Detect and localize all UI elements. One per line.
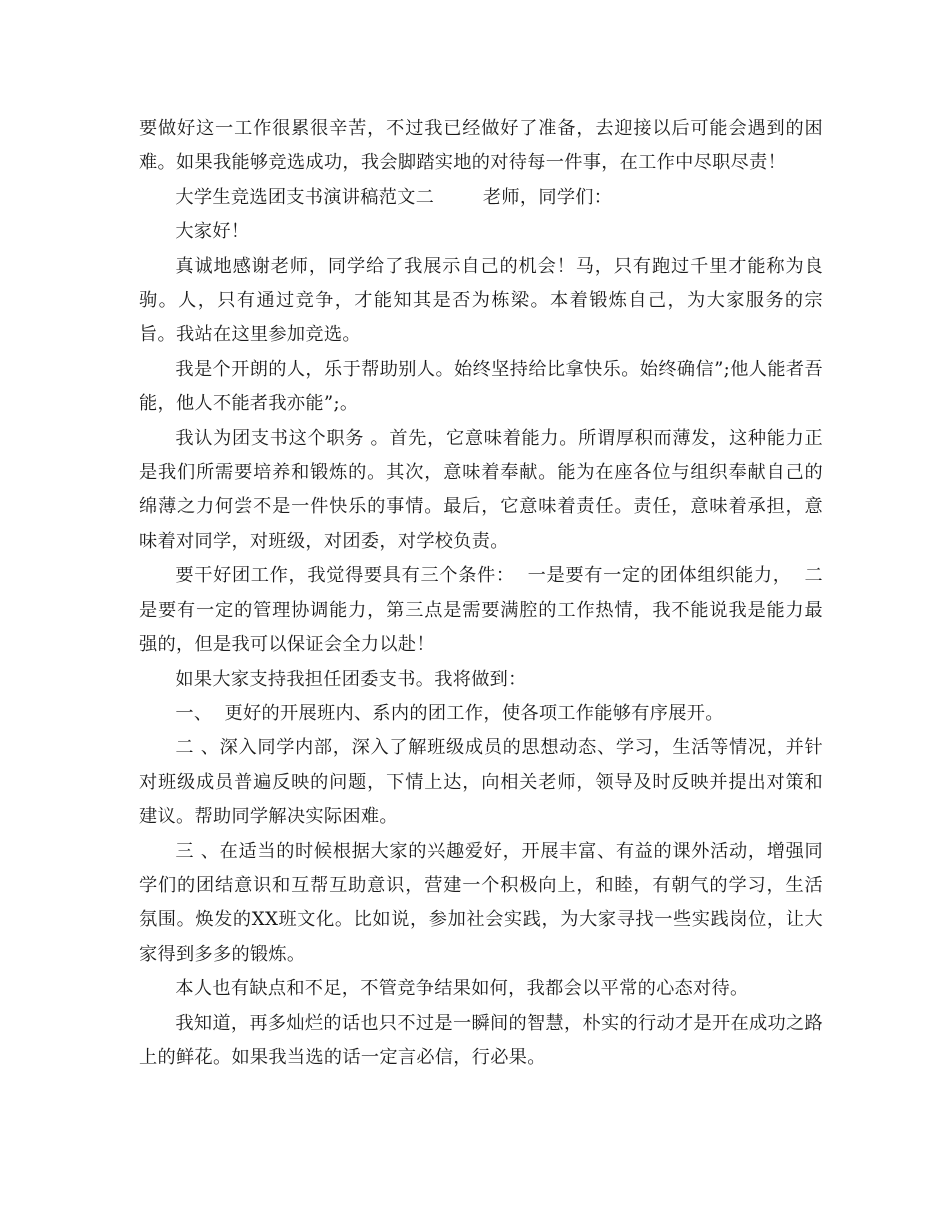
paragraph: 本人也有缺点和不足，不管竞争结果如何，我都会以平常的心态对待。 [175, 978, 749, 1000]
list-item-1: 一、 更好的开展班内、系内的团工作，使各项工作能够有序展开。 [175, 702, 724, 724]
paragraph: 要干好团工作，我觉得要具有三个条件： 一是要有一定的团体组织能力， 二是要有一定的管理协调能力，第三点是需要满腔的工作热情，我不能说我是能力最强的，但是我可以保证会全力以赴！ [139, 565, 823, 656]
paragraph: 我认为团支书这个职务 。首先，它意味着能力。所谓厚积而薄发，这种能力正是我们所需要培养和锻炼的。其次，意味着奉献。能为在座各位与组织奉献自己的绵薄之力何尝不是一件快乐的事情。最后，它意味着责任。责任，意味着承担，意味着对同学，对班级，对团委，对学校负责。 [139, 427, 823, 552]
paragraph: 真诚地感谢老师，同学给了我展示自己的机会！马，只有跑过千里才能称为良驹。人，只有通过竞争，才能知其是否为栋梁。本着锻炼自己，为大家服务的宗旨。我站在这里参加竞选。 [139, 255, 823, 346]
paragraph-closing: 我知道，再多灿烂的话也只不过是一瞬间的智慧，朴实的行动才是开在成功之路上的鲜花。如果我当选的话一定言必信，行必果。 [139, 1012, 823, 1068]
list-item-2: 二 、深入同学内部，深入了解班级成员的思想动态、学习，生活等情况，并针对班级成员普遍反映的问题，下情上达，向相关老师，领导及时反映并提出对策和建议。帮助同学解决实际困难。 [139, 737, 823, 828]
paragraph-section-heading: 大学生竞选团支书演讲稿范文二 老师，同学们： [175, 186, 613, 208]
paragraph-continuation: 要做好这一工作很累很辛苦，不过我已经做好了准备，去迎接以后可能会遇到的困难。如果我能够竞选成功，我会脚踏实地的对待每一件事，在工作中尽职尽责！ [139, 118, 823, 174]
paragraph-greeting: 大家好！ [175, 221, 250, 243]
paragraph: 我是个开朗的人，乐于帮助别人。始终坚持给比拿快乐。始终确信”;他人能者吾能，他人不能者我亦能”;。 [139, 358, 823, 415]
document-body [139, 112, 823, 1075]
paragraph: 如果大家支持我担任团委支书。我将做到： [175, 668, 527, 690]
list-item-3: 三 、在适当的时候根据大家的兴趣爱好，开展丰富、有益的课外活动，增强同学们的团结意识和互帮互助意识，营建一个积极向上，和睦，有朝气的学习，生活氛围。焕发的XX班文化。比如说，参加社会实践，为大家寻找一些实践岗位，让大家得到多多的锻炼。 [139, 840, 823, 965]
